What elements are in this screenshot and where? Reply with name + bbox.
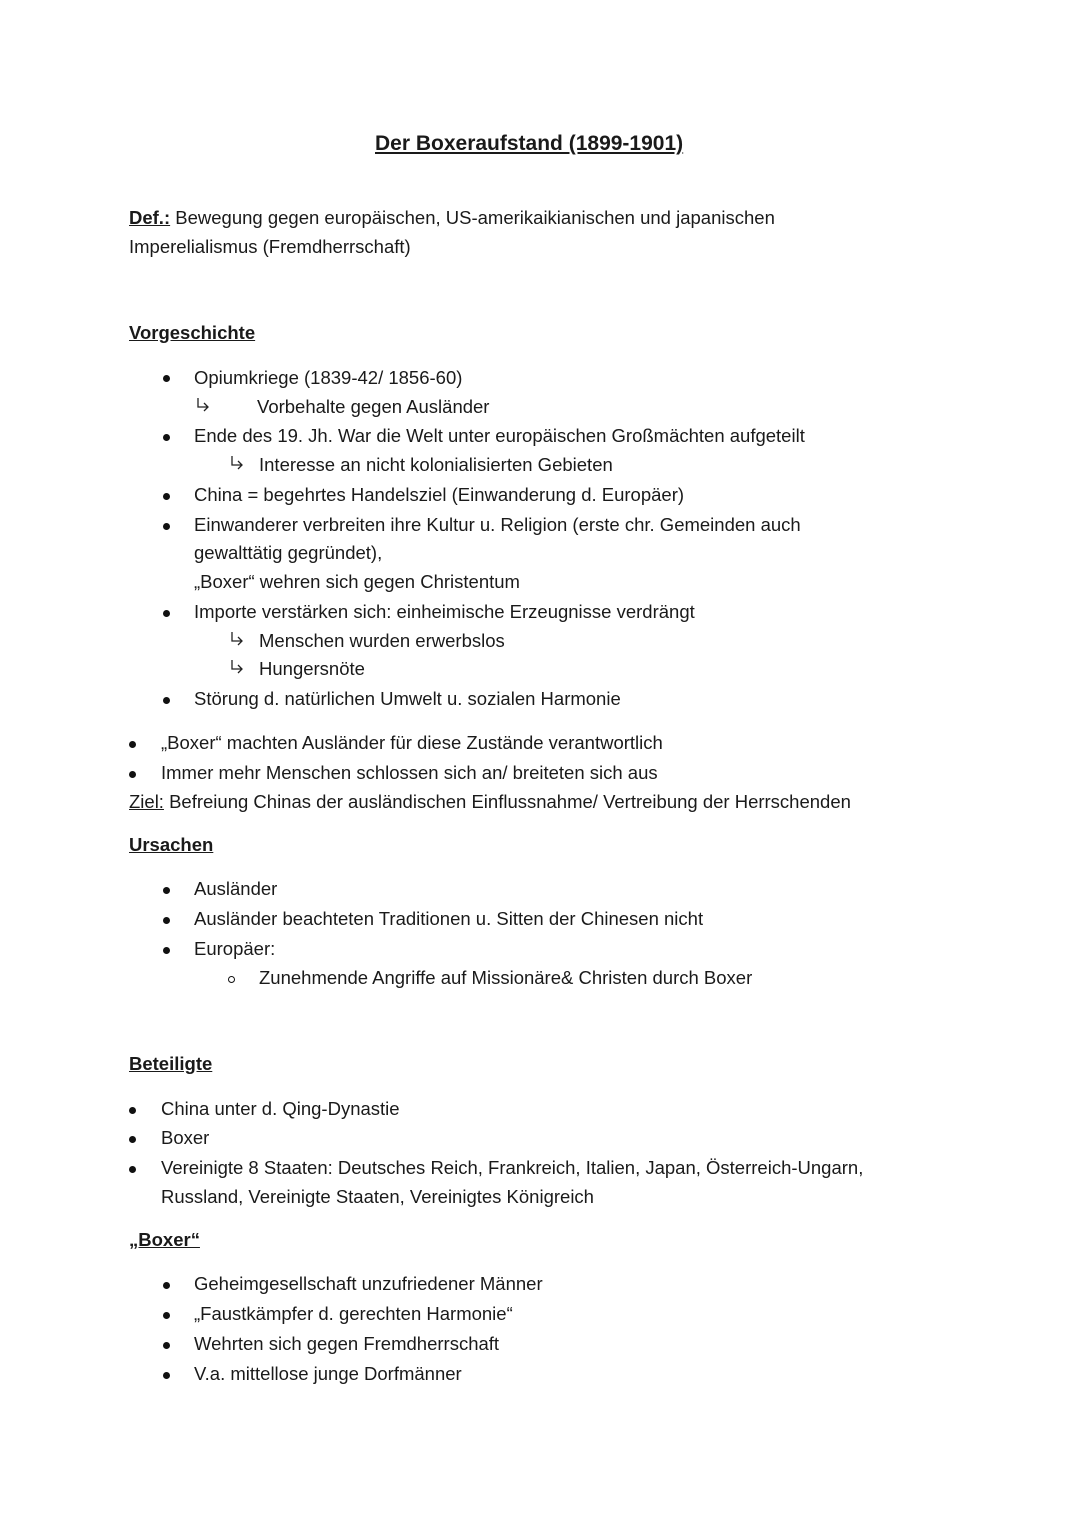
bullet-icon <box>163 1372 170 1379</box>
bullet-icon <box>163 887 170 894</box>
goal-text: Befreiung Chinas der ausländischen Einflussnahme/ Vertreibung der Herrschenden <box>163 791 851 812</box>
list-item: „Faustkämpfer d. gerechten Harmonie“ <box>194 1303 513 1324</box>
arrow-icon <box>194 396 212 414</box>
list-item: Ende des 19. Jh. War die Welt unter europäischen Großmächten aufgeteilt <box>194 425 805 446</box>
goal-line <box>129 790 851 814</box>
circle-bullet-icon <box>228 976 235 983</box>
list-item: Opiumkriege (1839-42/ 1856-60) <box>194 367 463 388</box>
section-heading-beteiligte: Beteiligte <box>129 1053 213 1074</box>
definition-text-1: Bewegung gegen europäischen, US-amerikaikianischen und japanischen <box>170 207 775 228</box>
list-item: Wehrten sich gegen Fremdherrschaft <box>194 1333 500 1354</box>
section-heading-boxer: „Boxer“ <box>129 1229 200 1250</box>
list-item: V.a. mittellose junge Dorfmänner <box>194 1363 462 1384</box>
bullet-icon <box>129 1136 136 1143</box>
list-item-continued: „Boxer“ wehren sich gegen Christentum <box>194 571 520 592</box>
bullet-icon <box>163 375 170 382</box>
bullet-icon <box>163 697 170 704</box>
list-item: Ausländer <box>194 878 278 899</box>
list-item: Einwanderer verbreiten ihre Kultur u. Religion (erste chr. Gemeinden auch <box>194 514 801 535</box>
bullet-icon <box>163 1312 170 1319</box>
bullet-icon <box>163 1282 170 1289</box>
list-item: Menschen wurden erwerbslos <box>259 630 505 651</box>
list-item: China = begehrtes Handelsziel (Einwanderung d. Europäer) <box>194 484 685 505</box>
bullet-icon <box>129 1166 136 1173</box>
document-title: Der Boxeraufstand (1899-1901) <box>375 132 684 155</box>
list-item: Interesse an nicht kolonialisierten Gebieten <box>259 454 613 475</box>
list-item: Immer mehr Menschen schlossen sich an/ breiteten sich aus <box>161 762 658 783</box>
list-item-continued: gewalttätig gegründet), <box>194 542 383 563</box>
bullet-icon <box>129 741 136 748</box>
list-item: Vorbehalte gegen Ausländer <box>257 396 490 417</box>
definition-text-2: Imperelialismus (Fremdherrschaft) <box>129 236 411 257</box>
list-item: Europäer: <box>194 938 276 959</box>
definition-label: Def.: <box>129 207 171 228</box>
definition-line-1 <box>129 206 775 230</box>
list-item: Geheimgesellschaft unzufriedener Männer <box>194 1273 543 1294</box>
bullet-icon <box>163 1342 170 1349</box>
bullet-icon <box>129 771 136 778</box>
list-item: China unter d. Qing-Dynastie <box>161 1098 400 1119</box>
bullet-icon <box>163 947 170 954</box>
bullet-icon <box>129 1107 136 1114</box>
list-item: Ausländer beachteten Traditionen u. Sitten der Chinesen nicht <box>194 908 704 929</box>
list-item: Hungersnöte <box>259 658 365 679</box>
list-item: Störung d. natürlichen Umwelt u. sozialen Harmonie <box>194 688 621 709</box>
bullet-icon <box>163 493 170 500</box>
bullet-icon <box>163 917 170 924</box>
bullet-icon <box>163 610 170 617</box>
arrow-icon <box>228 454 246 472</box>
bullet-icon <box>163 434 170 441</box>
list-item: Boxer <box>161 1127 210 1148</box>
list-item-continued: Russland, Vereinigte Staaten, Vereinigtes Königreich <box>161 1186 594 1207</box>
goal-label: Ziel: <box>129 791 164 812</box>
list-item: Zunehmende Angriffe auf Missionäre& Christen durch Boxer <box>259 967 753 988</box>
section-heading-ursachen: Ursachen <box>129 834 214 855</box>
section-heading-vorgeschichte: Vorgeschichte <box>129 322 256 343</box>
arrow-icon <box>228 658 246 676</box>
list-item: Vereinigte 8 Staaten: Deutsches Reich, Frankreich, Italien, Japan, Österreich-Ungarn, <box>161 1157 864 1178</box>
list-item: „Boxer“ machten Ausländer für diese Zustände verantwortlich <box>161 732 663 753</box>
bullet-icon <box>163 523 170 530</box>
list-item: Importe verstärken sich: einheimische Erzeugnisse verdrängt <box>194 601 695 622</box>
arrow-icon <box>228 630 246 648</box>
